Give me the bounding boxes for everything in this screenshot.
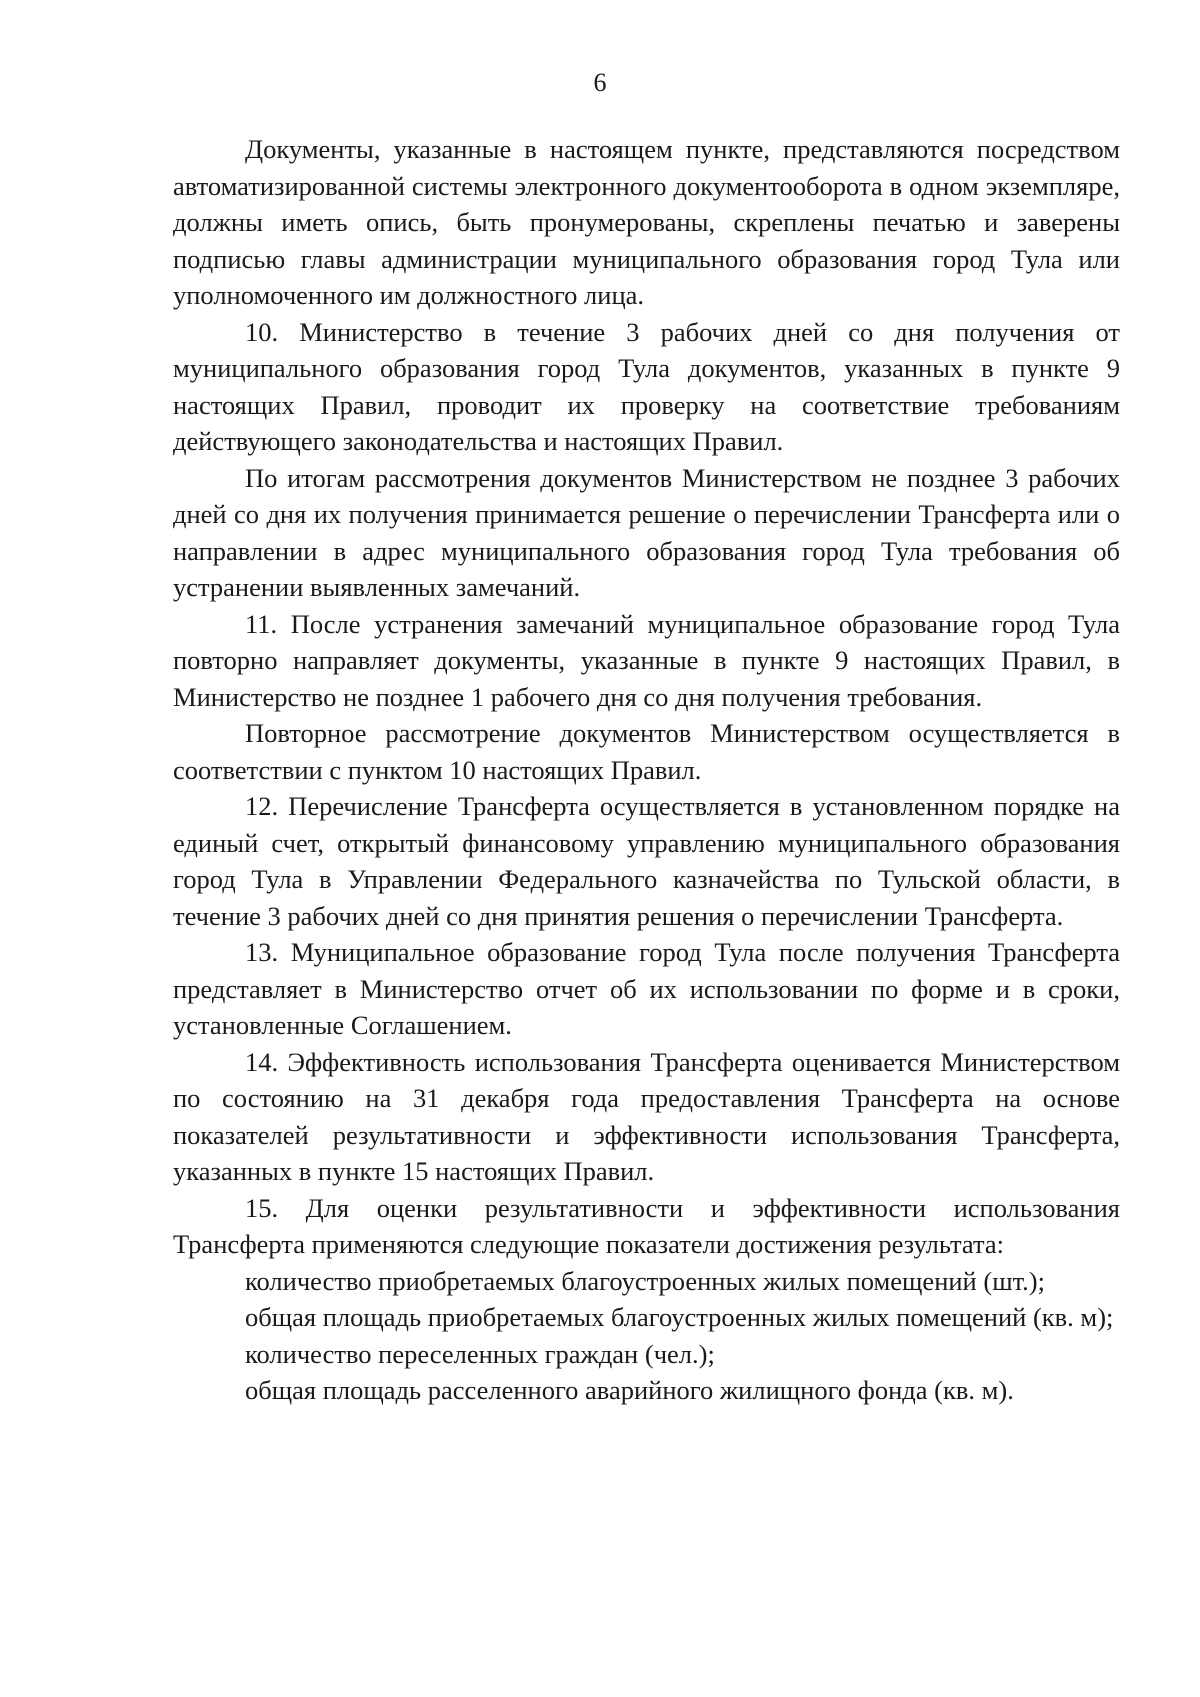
indicator-list-item: общая площадь приобретаемых благоустроенных жилых помещений (кв. м); <box>245 1302 1114 1332</box>
paragraph-item-14: 14. Эффективность использования Трансферта оценивается Министерством по состоянию на 31 декабря года предоставления Трансферта на основе показателей результативности и эффективности использования Трансферта, указанных в пункте 15 настоящих Правил. <box>173 1046 1120 1186</box>
paragraph-documents-submission: Документы, указанные в настоящем пункте, представляются посредством автоматизированной системы электронного документооборота в одном экземпляре, должны иметь опись, быть пронумерованы, скреплены печатью и заверены подписью главы администрации муниципального образования город Тула или уполномоченного им должностного лица. <box>173 134 1120 310</box>
indicator-list-item: общая площадь расселенного аварийного жилищного фонда (кв. м). <box>245 1375 1014 1405</box>
document-body <box>173 131 1120 1409</box>
paragraph-item-12: 12. Перечисление Трансферта осуществляется в установленном порядке на единый счет, открытый финансовому управлению муниципального образования город Тула в Управлении Федерального казначейства по Тульской области, в течение 3 рабочих дней со дня принятия решения о перечислении Трансферта. <box>173 791 1120 931</box>
paragraph-repeat-review: Повторное рассмотрение документов Министерством осуществляется в соответствии с пунктом 10 настоящих Правил. <box>173 718 1120 785</box>
paragraph-item-15: 15. Для оценки результативности и эффективности использования Трансферта применяются следующие показатели достижения результата: <box>173 1192 1120 1259</box>
paragraph-item-11: 11. После устранения замечаний муниципальное образование город Тула повторно направляет документы, указанные в пункте 9 настоящих Правил, в Министерство не позднее 1 рабочего дня со дня получения требования. <box>173 608 1120 712</box>
paragraph-item-13: 13. Муниципальное образование город Тула после получения Трансферта представляет в Министерство отчет об их использовании по форме и в сроки, установленные Соглашением. <box>173 937 1120 1040</box>
paragraph-review-results: По итогам рассмотрения документов Министерством не позднее 3 рабочих дней со дня их получения принимается решение о перечислении Трансферта или о направлении в адрес муниципального образования город Тула требования об устранении выявленных замечаний. <box>173 462 1120 602</box>
indicator-list-item: количество приобретаемых благоустроенных жилых помещений (шт.); <box>245 1265 1045 1296</box>
page-number: 6 <box>593 68 607 97</box>
indicator-list-item: количество переселенных граждан (чел.); <box>245 1338 715 1369</box>
paragraph-item-10: 10. Министерство в течение 3 рабочих дней со дня получения от муниципального образования город Тула документов, указанных в пункте 9 настоящих Правил, проводит их проверку на соответствие требованиям действующего законодательства и настоящих Правил. <box>173 316 1120 456</box>
